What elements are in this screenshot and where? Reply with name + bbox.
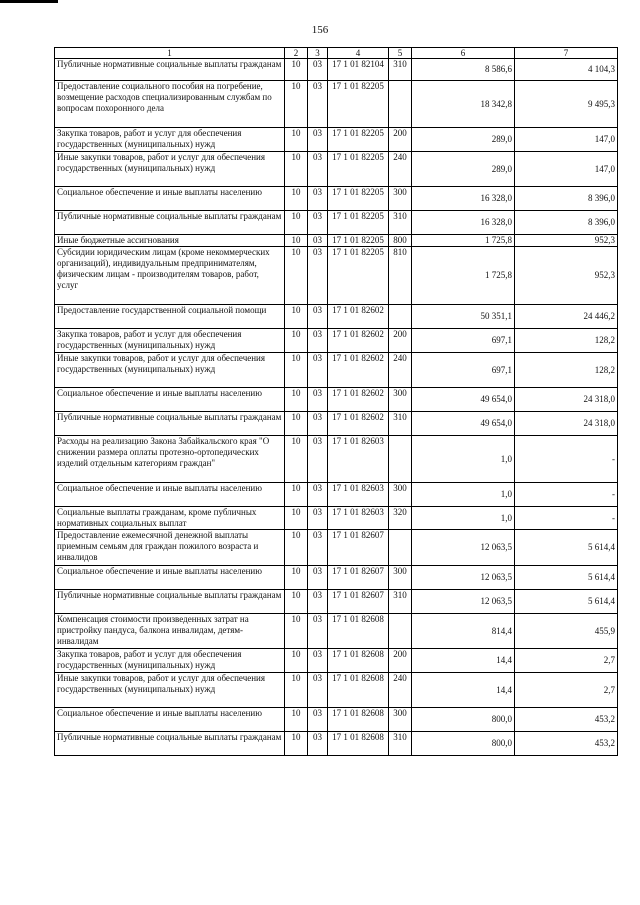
amount-col6-cell: 289,0 [412,128,515,152]
subsection-code-cell: 03 [308,436,328,483]
table-row [55,590,618,614]
target-article-cell: 17 1 01 82608 [328,673,389,708]
row-name-cell: Социальные выплаты гражданам, кроме публичных нормативных социальных выплат [55,507,285,530]
row-name-cell: Публичные нормативные социальные выплаты гражданам [55,211,285,235]
amount-col6-cell: 800,0 [412,732,515,756]
amount-col6-cell: 16 328,0 [412,187,515,211]
amount-col7-cell: - [515,483,618,507]
table-row [55,708,618,732]
subsection-code-cell: 03 [308,235,328,247]
expense-type-cell: 310 [389,211,412,235]
section-code-cell: 10 [285,353,308,388]
amount-col6-cell: 49 654,0 [412,388,515,412]
target-article-cell: 17 1 01 82205 [328,247,389,305]
amount-col7-cell: 24 446,2 [515,305,618,329]
table-row [55,329,618,353]
table-row [55,128,618,152]
table-row [55,566,618,590]
amount-col7-cell: 2,7 [515,649,618,673]
amount-col6-cell: 1,0 [412,483,515,507]
amount-col7-cell: 24 318,0 [515,388,618,412]
amount-col7-cell: 5 614,4 [515,530,618,566]
target-article-cell: 17 1 01 82602 [328,412,389,436]
column-header: 7 [515,48,618,59]
amount-col7-cell: 2,7 [515,673,618,708]
amount-col6-cell: 18 342,8 [412,81,515,128]
section-code-cell: 10 [285,530,308,566]
amount-col6-cell: 12 063,5 [412,590,515,614]
section-code-cell: 10 [285,590,308,614]
amount-col7-cell: 5 614,4 [515,566,618,590]
table-row [55,649,618,673]
expense-type-cell: 310 [389,590,412,614]
section-code-cell: 10 [285,329,308,353]
target-article-cell: 17 1 01 82205 [328,211,389,235]
row-name-cell: Социальное обеспечение и иные выплаты населению [55,388,285,412]
target-article-cell: 17 1 01 82602 [328,388,389,412]
section-code-cell: 10 [285,483,308,507]
scan-edge-mark [0,0,58,3]
table-row [55,152,618,187]
amount-col6-cell: 1,0 [412,507,515,530]
subsection-code-cell: 03 [308,566,328,590]
section-code-cell: 10 [285,673,308,708]
section-code-cell: 10 [285,436,308,483]
target-article-cell: 17 1 01 82607 [328,530,389,566]
expense-type-cell [389,81,412,128]
amount-col6-cell: 8 586,6 [412,59,515,81]
expense-type-cell: 200 [389,649,412,673]
amount-col7-cell: - [515,436,618,483]
expense-type-cell: 800 [389,235,412,247]
column-header: 5 [389,48,412,59]
target-article-cell: 17 1 01 82603 [328,436,389,483]
table-row [55,187,618,211]
target-article-cell: 17 1 01 82205 [328,152,389,187]
row-name-cell: Расходы на реализацию Закона Забайкальского края "О снижении размера оплаты протезно-ортопедических изделий отдельным категориям граждан" [55,436,285,483]
expense-type-cell [389,436,412,483]
expense-type-cell: 300 [389,187,412,211]
expense-type-cell: 310 [389,732,412,756]
table-row [55,436,618,483]
amount-col7-cell: 8 396,0 [515,211,618,235]
amount-col7-cell: 9 495,3 [515,81,618,128]
table-row [55,614,618,649]
row-name-cell: Предоставление социального пособия на погребение, возмещение расходов специализированным службам по вопросам похоронного дела [55,81,285,128]
expense-type-cell: 300 [389,566,412,590]
row-name-cell: Публичные нормативные социальные выплаты гражданам [55,412,285,436]
row-name-cell: Предоставление государственной социальной помощи [55,305,285,329]
amount-col7-cell: 952,3 [515,247,618,305]
amount-col6-cell: 697,1 [412,353,515,388]
subsection-code-cell: 03 [308,732,328,756]
expense-type-cell: 300 [389,708,412,732]
amount-col6-cell: 14,4 [412,673,515,708]
page-number: 156 [311,24,329,36]
table-row [55,353,618,388]
expense-type-cell: 240 [389,673,412,708]
subsection-code-cell: 03 [308,329,328,353]
amount-col7-cell: 8 396,0 [515,187,618,211]
amount-col6-cell: 800,0 [412,708,515,732]
subsection-code-cell: 03 [308,412,328,436]
section-code-cell: 10 [285,235,308,247]
table-row [55,673,618,708]
subsection-code-cell: 03 [308,305,328,329]
expense-type-cell: 310 [389,412,412,436]
column-header: 4 [328,48,389,59]
amount-col6-cell: 50 351,1 [412,305,515,329]
expense-type-cell: 200 [389,128,412,152]
target-article-cell: 17 1 01 82602 [328,329,389,353]
target-article-cell: 17 1 01 82608 [328,732,389,756]
target-article-cell: 17 1 01 82104 [328,59,389,81]
budget-table [54,47,618,756]
section-code-cell: 10 [285,211,308,235]
row-name-cell: Социальное обеспечение и иные выплаты населению [55,187,285,211]
subsection-code-cell: 03 [308,211,328,235]
column-header: 3 [308,48,328,59]
column-header: 1 [55,48,285,59]
target-article-cell: 17 1 01 82607 [328,566,389,590]
row-name-cell: Иные закупки товаров, работ и услуг для обеспечения государственных (муниципальных) нужд [55,673,285,708]
subsection-code-cell: 03 [308,353,328,388]
section-code-cell: 10 [285,81,308,128]
column-header: 6 [412,48,515,59]
table-row [55,305,618,329]
table-row [55,211,618,235]
amount-col7-cell: 4 104,3 [515,59,618,81]
subsection-code-cell: 03 [308,81,328,128]
subsection-code-cell: 03 [308,388,328,412]
section-code-cell: 10 [285,388,308,412]
table-row [55,530,618,566]
section-code-cell: 10 [285,412,308,436]
subsection-code-cell: 03 [308,59,328,81]
section-code-cell: 10 [285,59,308,81]
expense-type-cell [389,614,412,649]
expense-type-cell: 200 [389,329,412,353]
row-name-cell: Социальное обеспечение и иные выплаты населению [55,708,285,732]
section-code-cell: 10 [285,305,308,329]
table-header-row [55,48,618,59]
subsection-code-cell: 03 [308,187,328,211]
row-name-cell: Предоставление ежемесячной денежной выплаты приемным семьям для граждан пожилого возраста и инвалидов [55,530,285,566]
row-name-cell: Публичные нормативные социальные выплаты гражданам [55,590,285,614]
amount-col7-cell: 147,0 [515,152,618,187]
section-code-cell: 10 [285,187,308,211]
expense-type-cell: 300 [389,388,412,412]
target-article-cell: 17 1 01 82602 [328,305,389,329]
table-row [55,483,618,507]
expense-type-cell [389,305,412,329]
target-article-cell: 17 1 01 82205 [328,81,389,128]
amount-col7-cell: 455,9 [515,614,618,649]
row-name-cell: Публичные нормативные социальные выплаты гражданам [55,732,285,756]
row-name-cell: Закупка товаров, работ и услуг для обеспечения государственных (муниципальных) нужд [55,128,285,152]
expense-type-cell: 310 [389,59,412,81]
expense-type-cell: 320 [389,507,412,530]
subsection-code-cell: 03 [308,507,328,530]
row-name-cell: Иные закупки товаров, работ и услуг для обеспечения государственных (муниципальных) нужд [55,353,285,388]
target-article-cell: 17 1 01 82205 [328,187,389,211]
amount-col6-cell: 289,0 [412,152,515,187]
table-row [55,81,618,128]
target-article-cell: 17 1 01 82205 [328,235,389,247]
table-row [55,412,618,436]
amount-col7-cell: 453,2 [515,732,618,756]
row-name-cell: Иные закупки товаров, работ и услуг для обеспечения государственных (муниципальных) нужд [55,152,285,187]
target-article-cell: 17 1 01 82603 [328,507,389,530]
row-name-cell: Социальное обеспечение и иные выплаты населению [55,483,285,507]
row-name-cell: Компенсация стоимости произведенных затрат на пристройку пандуса, балкона инвалидам, детям-инвалидам [55,614,285,649]
section-code-cell: 10 [285,152,308,187]
row-name-cell: Закупка товаров, работ и услуг для обеспечения государственных (муниципальных) нужд [55,329,285,353]
target-article-cell: 17 1 01 82608 [328,649,389,673]
subsection-code-cell: 03 [308,530,328,566]
target-article-cell: 17 1 01 82602 [328,353,389,388]
amount-col6-cell: 49 654,0 [412,412,515,436]
amount-col7-cell: - [515,507,618,530]
table-row [55,388,618,412]
table-row [55,732,618,756]
expense-type-cell: 300 [389,483,412,507]
target-article-cell: 17 1 01 82205 [328,128,389,152]
table-row [55,235,618,247]
subsection-code-cell: 03 [308,483,328,507]
subsection-code-cell: 03 [308,590,328,614]
subsection-code-cell: 03 [308,708,328,732]
amount-col7-cell: 24 318,0 [515,412,618,436]
target-article-cell: 17 1 01 82608 [328,614,389,649]
table-row [55,507,618,530]
section-code-cell: 10 [285,247,308,305]
target-article-cell: 17 1 01 82607 [328,590,389,614]
amount-col6-cell: 14,4 [412,649,515,673]
amount-col6-cell: 1,0 [412,436,515,483]
subsection-code-cell: 03 [308,673,328,708]
amount-col6-cell: 1 725,8 [412,247,515,305]
section-code-cell: 10 [285,507,308,530]
expense-type-cell: 240 [389,152,412,187]
section-code-cell: 10 [285,732,308,756]
section-code-cell: 10 [285,128,308,152]
row-name-cell: Социальное обеспечение и иные выплаты населению [55,566,285,590]
amount-col7-cell: 147,0 [515,128,618,152]
table-row [55,59,618,81]
amount-col6-cell: 1 725,8 [412,235,515,247]
expense-type-cell: 240 [389,353,412,388]
expense-type-cell [389,530,412,566]
table-row [55,247,618,305]
subsection-code-cell: 03 [308,152,328,187]
expense-type-cell: 810 [389,247,412,305]
section-code-cell: 10 [285,649,308,673]
amount-col7-cell: 5 614,4 [515,590,618,614]
amount-col6-cell: 12 063,5 [412,530,515,566]
subsection-code-cell: 03 [308,614,328,649]
amount-col6-cell: 12 063,5 [412,566,515,590]
section-code-cell: 10 [285,614,308,649]
row-name-cell: Иные бюджетные ассигнования [55,235,285,247]
row-name-cell: Закупка товаров, работ и услуг для обеспечения государственных (муниципальных) нужд [55,649,285,673]
subsection-code-cell: 03 [308,128,328,152]
column-header: 2 [285,48,308,59]
subsection-code-cell: 03 [308,649,328,673]
section-code-cell: 10 [285,708,308,732]
amount-col7-cell: 128,2 [515,329,618,353]
target-article-cell: 17 1 01 82608 [328,708,389,732]
amount-col7-cell: 128,2 [515,353,618,388]
amount-col6-cell: 697,1 [412,329,515,353]
amount-col7-cell: 952,3 [515,235,618,247]
subsection-code-cell: 03 [308,247,328,305]
amount-col6-cell: 814,4 [412,614,515,649]
target-article-cell: 17 1 01 82603 [328,483,389,507]
section-code-cell: 10 [285,566,308,590]
row-name-cell: Субсидии юридическим лицам (кроме некоммерческих организаций), индивидуальным предпринимателям, физическим лицам - производителям товаров, работ, услуг [55,247,285,305]
amount-col6-cell: 16 328,0 [412,211,515,235]
amount-col7-cell: 453,2 [515,708,618,732]
row-name-cell: Публичные нормативные социальные выплаты гражданам [55,59,285,81]
